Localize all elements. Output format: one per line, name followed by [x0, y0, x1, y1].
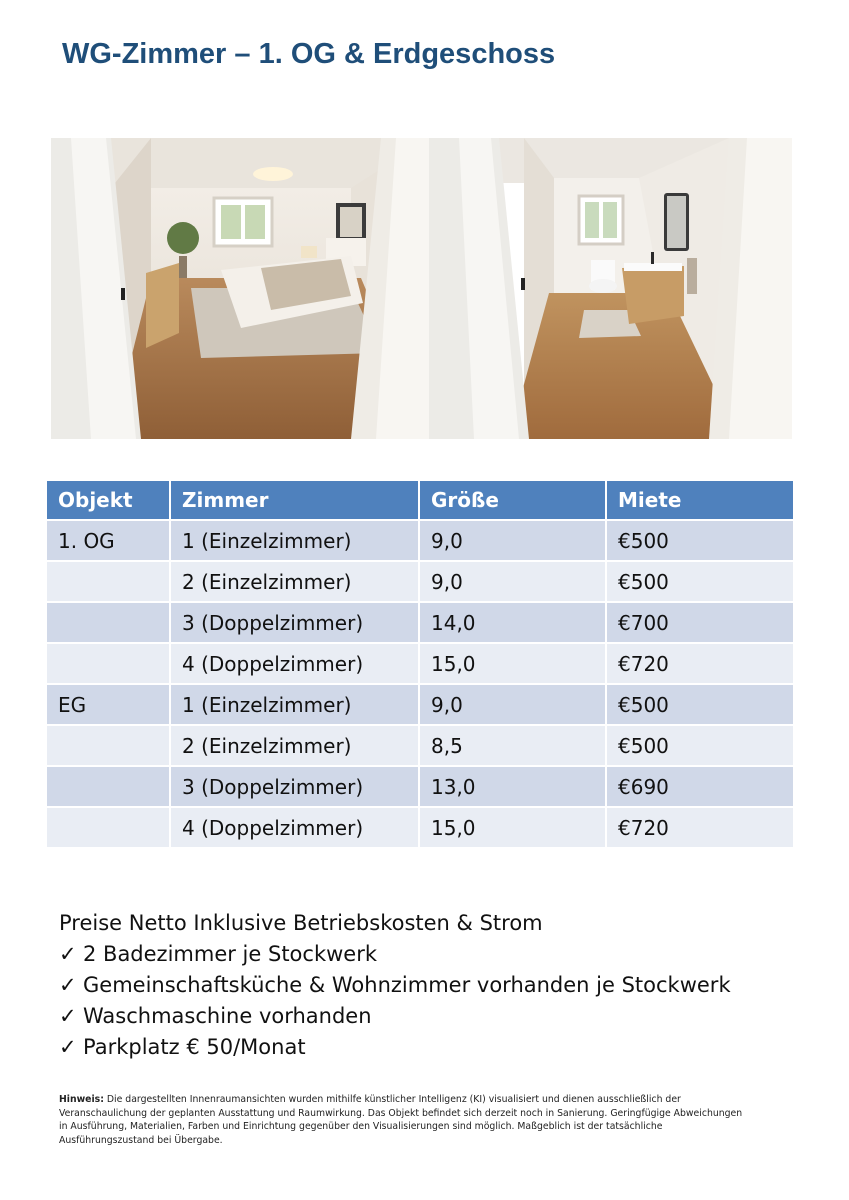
bedroom-photo — [51, 138, 429, 439]
room-photos — [51, 138, 792, 439]
header-objekt: Objekt — [47, 481, 171, 521]
header-groesse: Größe — [420, 481, 607, 521]
cell-zimmer: 3 (Doppelzimmer) — [171, 603, 420, 644]
cell-miete: €690 — [607, 767, 793, 808]
bathroom-photo — [429, 138, 792, 439]
table-header-row — [47, 481, 793, 521]
cell-objekt — [47, 726, 171, 767]
cell-groesse: 9,0 — [420, 685, 607, 726]
note-text: Die dargestellten Innenraumansichten wurden mithilfe künstlicher Intelligenz (KI) visualisiert und dienen ausschließlich der Veranschaulichung der geplanten Ausstattung und Raumwirkung. Das Objekt befindet sich derzeit noch in Sanierung. Geringfügige Abweichungen in Ausführung, Materialien, Farben und Einrichtung gegenüber den Visualisierungen sind möglich. Maßgeblich ist der tatsächliche Ausführungszustand bei Übergabe. — [59, 1094, 743, 1146]
table-row — [47, 562, 793, 603]
cell-miete: €500 — [607, 521, 793, 562]
cell-groesse: 8,5 — [420, 726, 607, 767]
feature-item — [59, 1001, 731, 1032]
cell-objekt — [47, 644, 171, 685]
cell-zimmer: 1 (Einzelzimmer) — [171, 521, 420, 562]
cell-zimmer: 2 (Einzelzimmer) — [171, 726, 420, 767]
cell-objekt — [47, 767, 171, 808]
cell-objekt: 1. OG — [47, 521, 171, 562]
cell-objekt — [47, 603, 171, 644]
cell-zimmer: 4 (Doppelzimmer) — [171, 808, 420, 849]
table-row — [47, 521, 793, 562]
cell-miete: €500 — [607, 685, 793, 726]
header-zimmer: Zimmer — [171, 481, 420, 521]
checkmark-icon: ✓ — [59, 1035, 77, 1059]
table-row — [47, 685, 793, 726]
cell-objekt: EG — [47, 685, 171, 726]
cell-miete: €720 — [607, 808, 793, 849]
note-label: Hinweis: — [59, 1094, 104, 1105]
cell-miete: €720 — [607, 644, 793, 685]
cell-miete: €500 — [607, 726, 793, 767]
cell-groesse: 15,0 — [420, 808, 607, 849]
disclaimer-note — [59, 1093, 749, 1147]
feature-text: Parkplatz € 50/Monat — [83, 1035, 306, 1059]
cell-miete: €700 — [607, 603, 793, 644]
cell-objekt — [47, 808, 171, 849]
cell-groesse: 9,0 — [420, 562, 607, 603]
cell-objekt — [47, 562, 171, 603]
page-title: WG-Zimmer – 1. OG & Erdgeschoss — [62, 38, 556, 70]
feature-item — [59, 939, 731, 970]
checkmark-icon: ✓ — [59, 942, 77, 966]
cell-groesse: 13,0 — [420, 767, 607, 808]
cell-zimmer: 4 (Doppelzimmer) — [171, 644, 420, 685]
table-row — [47, 726, 793, 767]
table-row — [47, 808, 793, 849]
table-row — [47, 603, 793, 644]
cell-zimmer: 3 (Doppelzimmer) — [171, 767, 420, 808]
cell-miete: €500 — [607, 562, 793, 603]
feature-item — [59, 1032, 731, 1063]
table-row — [47, 767, 793, 808]
cell-zimmer: 2 (Einzelzimmer) — [171, 562, 420, 603]
checkmark-icon: ✓ — [59, 973, 77, 997]
feature-text: Gemeinschaftsküche & Wohnzimmer vorhanden je Stockwerk — [83, 973, 731, 997]
header-miete: Miete — [607, 481, 793, 521]
price-info: Preise Netto Inklusive Betriebskosten & Strom — [59, 911, 543, 935]
table-row — [47, 644, 793, 685]
cell-zimmer: 1 (Einzelzimmer) — [171, 685, 420, 726]
feature-text: Waschmaschine vorhanden — [83, 1004, 372, 1028]
feature-item — [59, 970, 731, 1001]
feature-text: 2 Badezimmer je Stockwerk — [83, 942, 377, 966]
cell-groesse: 15,0 — [420, 644, 607, 685]
rooms-table — [47, 481, 793, 849]
checkmark-icon: ✓ — [59, 1004, 77, 1028]
features-list — [59, 908, 731, 1063]
cell-groesse: 9,0 — [420, 521, 607, 562]
cell-groesse: 14,0 — [420, 603, 607, 644]
